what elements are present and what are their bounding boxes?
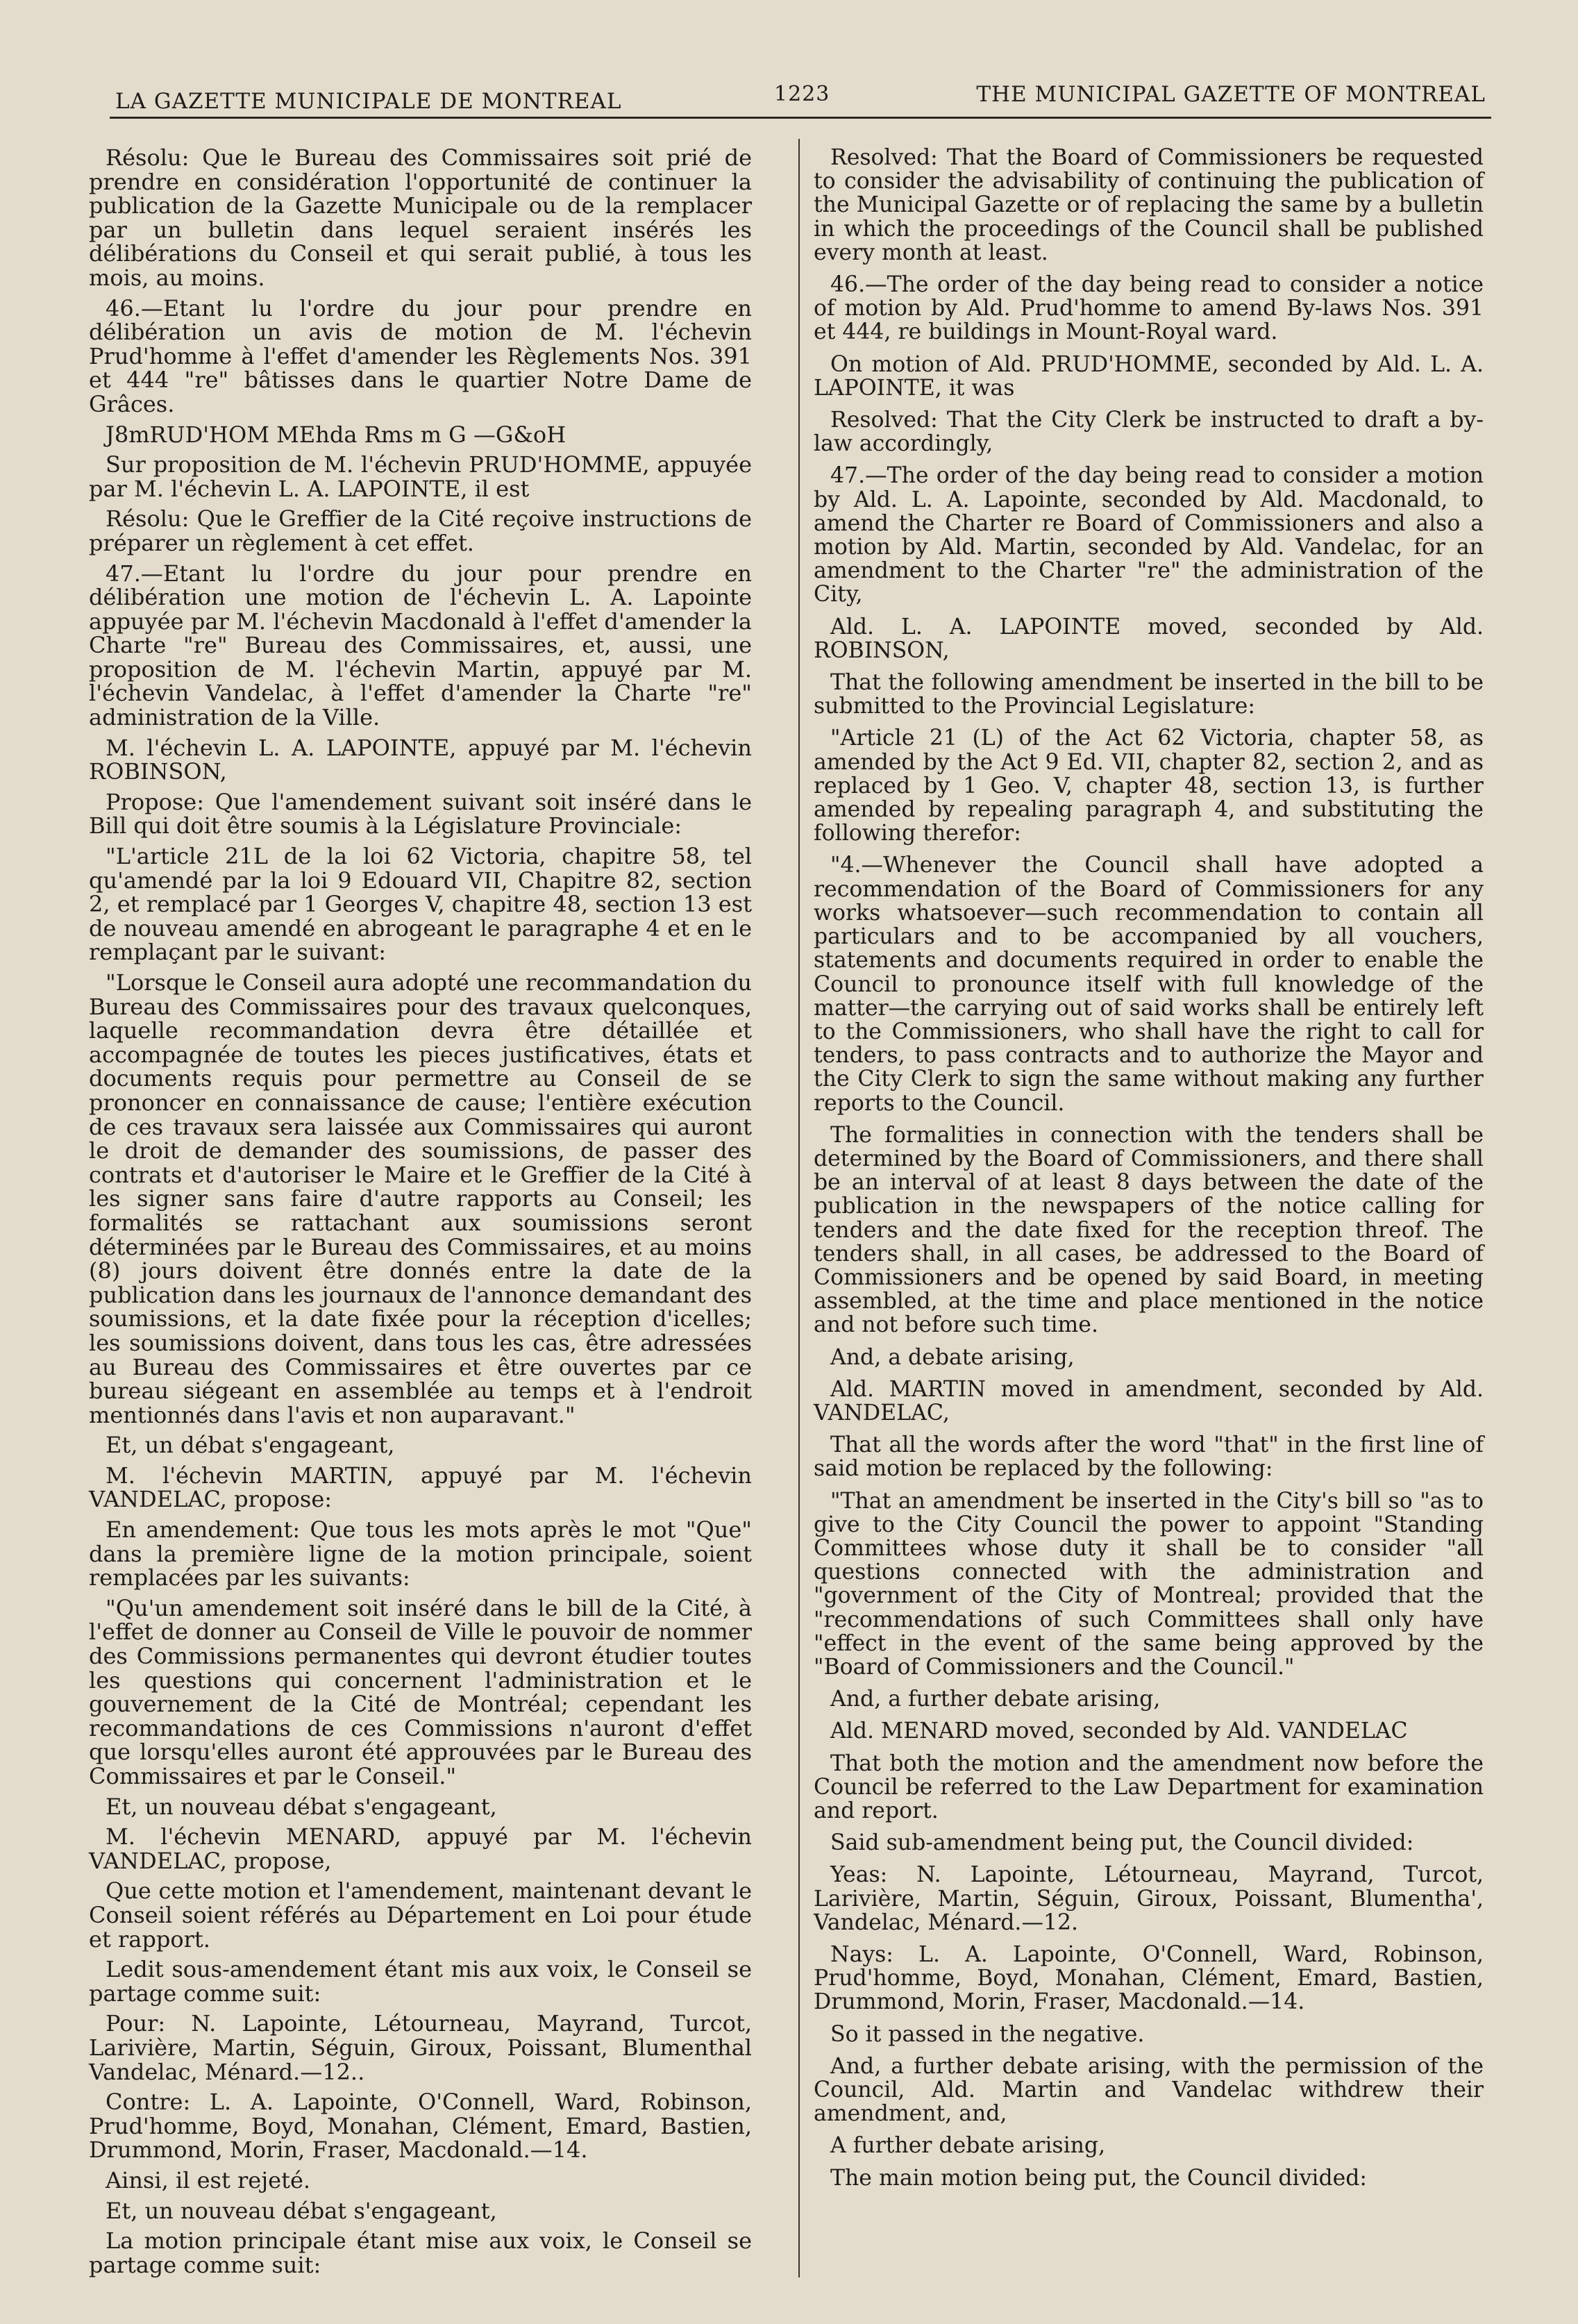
column-divider — [798, 139, 800, 2277]
english-column — [814, 146, 1484, 2198]
paragraph: Ainsi, il est rejeté. — [106, 2166, 311, 2193]
paragraph: That the following amendment be inserted in the bill to be submitted to the Provincial Legislature: — [814, 670, 1484, 719]
page-number: 1223 — [774, 82, 830, 106]
paragraph: En amendement: Que tous les mots après le mot "Que" dans la première ligne de la motion principale, soient remplacées par les suivants: — [89, 1516, 752, 1591]
paragraph: And, a further debate arising, — [830, 1687, 1161, 1712]
header-english-title: THE MUNICIPAL GAZETTE OF MONTREAL — [976, 82, 1486, 107]
paragraph: Nays: L. A. Lapointe, O'Connell, Ward, Robinson, Prud'homme, Boyd, Monahan, Clément, Emard, Bastien, Drummond, Morin, Fraser, Macdonald.—14. — [814, 1942, 1484, 2015]
paragraph: "That an amendment be inserted in the City's bill so "as to give to the City Council the power to appoint "Standing Committees whose duty it shall be to consider "all questions connected with the administration and "government of the City of Montreal; provided that the "recommendations of such Committees shall only have "effect in the event of the same being approved by the "Board of Commissioners and the Council." — [814, 1488, 1484, 1680]
paragraph: Et, un nouveau débat s'engageant, — [106, 2197, 497, 2224]
paragraph: And, a debate arising, — [830, 1344, 1075, 1370]
paragraph: Et, un nouveau débat s'engageant, — [106, 1793, 497, 1820]
paragraph: Yeas: N. Lapointe, Létourneau, Mayrand, Turcot, Larivière, Martin, Séguin, Giroux, Poissant, Blumentha', Vandelac, Ménard.—12. — [814, 1862, 1484, 1935]
paragraph: Propose: Que l'amendement suivant soit inséré dans le Bill qui doit être soumis à la Législature Provinciale: — [89, 788, 752, 839]
paragraph: Said sub-amendment being put, the Council divided: — [830, 1830, 1414, 1856]
paragraph: A further debate arising, — [830, 2133, 1106, 2159]
paragraph: So it passed in the negative. — [830, 2021, 1145, 2047]
paragraph: Ald. L. A. LAPOINTE moved, seconded by Ald. ROBINSON, — [814, 614, 1484, 663]
paragraph: Resolved: That the City Clerk be instructed to draft a by-law accordingly, — [814, 408, 1484, 457]
paragraph: M. l'échevin MENARD, appuyé par M. l'échevin VANDELAC, propose, — [89, 1823, 752, 1874]
paragraph: "L'article 21L de la loi 62 Victoria, chapitre 58, tel qu'amendé par la loi 9 Edouard VII, Chapitre 82, section 2, et remplacé par 1 Georges V, chapitre 48, section 13 est de nouveau amendé en abrogeant le paragraphe 4 et en le remplaçant par le suivant: — [89, 843, 752, 966]
paragraph: "Lorsque le Conseil aura adopté une recommandation du Bureau des Commissaires pour des travaux quelconques, laquelle recommandation devra être détaillée et accompagnée de toutes les pieces justificatives, états et documents requis pour permettre au Conseil de se prononcer en connaissance de cause; l'entière exécution de ces travaux sera laissée aux Commissaires qui auront le droit de demander des soumissions, de passer des contrats et d'autoriser le Maire et le Greffier de la Cité à les signer sans faire d'autre rapports au Conseil; les formalités se rattachant aux soumissions seront déterminées par le Bureau des Commissaires, et au moins (8) jours doivent être donnés entre la date de la publication dans les journaux de l'annonce demandant des soumissions, et la date fixée pour la réception d'icelles; les soumissions doivent, dans tous les cas, être adressées au Bureau des Commissaires et être ouvertes par ce bureau siégeant en assemblée au temps et à l'endroit mentionnés dans l'avis et non auparavant." — [89, 969, 752, 1428]
paragraph: 47.—Etant lu l'ordre du jour pour prendre en délibération une motion de l'échevin L. A. Lapointe appuyée par M. l'échevin Macdonald à l'effet d'amender la Charte "re" Bureau des Commissaires, et, aussi, une proposition de M. l'échevin Martin, appuyé par M. l'échevin Vandelac, à l'effet d'amender la Charte "re" administration de la Ville. — [89, 560, 752, 731]
paragraph: Ledit sous-amendement étant mis aux voix, le Conseil se partage comme suit: — [89, 1956, 752, 2007]
french-column — [89, 146, 752, 2283]
paragraph: Sur proposition de M. l'échevin PRUD'HOMME, appuyée par M. l'échevin L. A. LAPOINTE, il est — [89, 451, 752, 502]
paragraph: M. l'échevin MARTIN, appuyé par M. l'échevin VANDELAC, propose: — [89, 1462, 752, 1513]
paragraph: Résolu: Que le Bureau des Commissaires soit prié de prendre en considération l'opportunité de continuer la publication de la Gazette Municipale ou de la remplacer par un bulletin dans lequel seraient insérés les délibérations du Conseil et qui serait publié, à tous les mois, au moins. — [89, 144, 752, 291]
paragraph: That both the motion and the amendment now before the Council be referred to the Law Department for examination and report. — [814, 1750, 1484, 1823]
paragraph: That all the words after the word "that" in the first line of said motion be replaced by the following: — [814, 1432, 1484, 1482]
header-french-title: LA GAZETTE MUNICIPALE DE MONTREAL — [115, 89, 622, 114]
paragraph: Et, un débat s'engageant, — [106, 1432, 395, 1459]
paragraph: Ald. MENARD moved, seconded by Ald. VANDELAC — [830, 1719, 1408, 1744]
paragraph: Ald. MARTIN moved in amendment, seconded by Ald. VANDELAC, — [814, 1376, 1484, 1426]
paragraph: The formalities in connection with the tenders shall be determined by the Board of Commissioners, and there shall be an interval of at least 8 days between the date of the publication in the newspapers of the notice calling for tenders and the date fixed for the reception threof. The tenders shall, in all cases, be addressed to the Board of Commissioners and be opened by said Board, in meeting assembled, at the time and place mentioned in the notice and not before such time. — [814, 1122, 1484, 1338]
paragraph: The main motion being put, the Council divided: — [830, 2165, 1368, 2191]
paragraph: M. l'échevin L. A. LAPOINTE, appuyé par M. l'échevin ROBINSON, — [89, 734, 752, 785]
paragraph: J8mRUD'HOM MEhda Rms m G —G&oH — [106, 421, 566, 448]
paragraph: Que cette motion et l'amendement, maintenant devant le Conseil soient référés au Département en Loi pour étude et rapport. — [89, 1878, 752, 1953]
paragraph: 46.—Etant lu l'ordre du jour pour prendre en délibération un avis de motion de M. l'échevin Prud'homme à l'effet d'amender les Règlements Nos. 391 et 444 "re" bâtisses dans le quartier Notre Dame de Grâces. — [89, 294, 752, 417]
paragraph: And, a further debate arising, with the permission of the Council, Ald. Martin and Vandelac withdrew their amendment, and, — [814, 2053, 1484, 2127]
paragraph: Résolu: Que le Greffier de la Cité reçoive instructions de préparer un règlement à cet effet. — [89, 505, 752, 556]
paragraph: Resolved: That the Board of Commissioners be requested to consider the advisability of continuing the publication of the Municipal Gazette or of replacing the same by a bulletin in which the proceedings of the Council shall be published every month at least. — [814, 145, 1484, 265]
paragraph: Contre: L. A. Lapointe, O'Connell, Ward, Robinson, Prud'homme, Boyd, Monahan, Clément, Emard, Bastien, Drummond, Morin, Fraser, Macdonald.—14. — [89, 2089, 752, 2164]
paragraph: On motion of Ald. PRUD'HOMME, seconded by Ald. L. A. LAPOINTE, it was — [814, 351, 1484, 401]
paragraph: 46.—The order of the day being read to consider a notice of motion by Ald. Prud'homme to amend By-laws Nos. 391 et 444, re buildings in Mount-Royal ward. — [814, 272, 1484, 345]
paragraph: "Article 21 (L) of the Act 62 Victoria, chapter 58, as amended by the Act 9 Ed. VII, chapter 82, section 2, and as replaced by 1 Geo. V, chapter 48, section 13, is further amended by repealing paragraph 4, and substituting the following therefor: — [814, 726, 1484, 846]
header-rule — [110, 117, 1491, 119]
paragraph: "4.—Whenever the Council shall have adopted a recommendation of the Board of Commissioners for any works whatsoever—such recommendation to contain all particulars and to be accompanied by all vouchers, statements and documents required in order to enable the Council to pronounce itself with full knowledge of the matter—the carrying out of said works shall be entirely left to the Commissioners, who shall have the right to call for tenders, to pass contracts and to authorize the Mayor and the City Clerk to sign the same without making any further reports to the Council. — [814, 853, 1484, 1116]
paragraph: Pour: N. Lapointe, Létourneau, Mayrand, Turcot, Larivière, Martin, Séguin, Giroux, Poissant, Blumenthal Vandelac, Ménard.—12.. — [89, 2010, 752, 2085]
paragraph: "Qu'un amendement soit inséré dans le bill de la Cité, à l'effet de donner au Conseil de Ville le pouvoir de nommer des Commissions permanentes qui devront étudier toutes les questions qui concernent l'administration et le gouvernement de la Cité de Montréal; cependant les recommandations de ces Commissions n'auront d'effet que lorsqu'elles auront été approuvées par le Bureau des Commissaires et par le Conseil." — [89, 1594, 752, 1789]
paragraph: La motion principale étant mise aux voix, le Conseil se partage comme suit: — [89, 2227, 752, 2278]
paragraph: 47.—The order of the day being read to consider a motion by Ald. L. A. Lapointe, seconded by Ald. Macdonald, to amend the Charter re Board of Commissioners and also a motion by Ald. Martin, seconded by Ald. Vandelac, for an amendment to the Charter "re" the administration of the City, — [814, 463, 1484, 608]
